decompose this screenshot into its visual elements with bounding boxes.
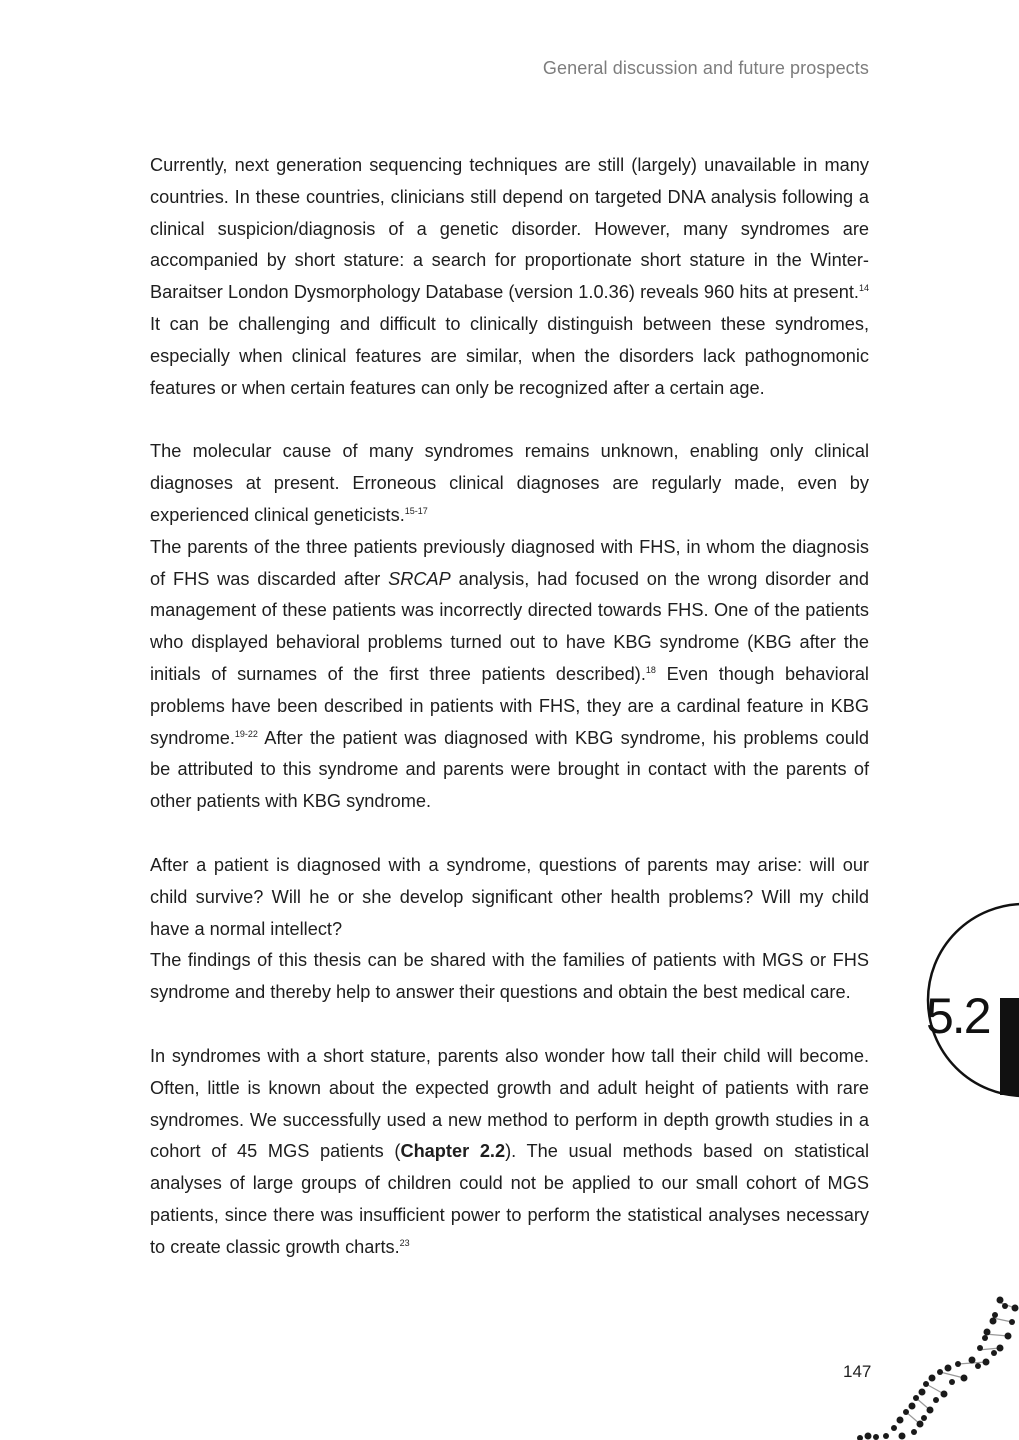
- paragraph-text: The molecular cause of many syndromes remains unknown, enabling only clinical diagnoses at present. Erroneous clinical diagnoses are regularly made, even by experienced clinical geneticists.: [150, 441, 869, 525]
- paragraph-text: Even though behavioral problems have been described in patients with FHS, they are a cardinal feature in KBG syndrome.: [150, 663, 869, 748]
- reference-superscript: 18: [645, 664, 656, 675]
- reference-superscript: 14: [858, 283, 869, 294]
- paragraph-text: ). The usual methods based on statistical analyses of large groups of children could not be applied to our small cohort of MGS patients, since there was insufficient power to perform the statistical analyses necessary to create classic growth charts.: [150, 1141, 869, 1257]
- reference-superscript: 19-22: [234, 728, 258, 739]
- paragraph-ngs: [150, 150, 869, 404]
- chapter-link[interactable]: Chapter 2.2: [400, 1141, 506, 1162]
- paragraph-text: It can be challenging and difficult to clinically distinguish between these syndromes, especially when clinical features are similar, when the disorders lack pathognomonic features or when certain features can only be recognized after a certain age.: [150, 313, 869, 398]
- paragraph-text: Currently, next generation sequencing techniques are still (largely) unavailable in many countries. In these countries, clinicians still depend on targeted DNA analysis following a clinical suspicion/diagnosis of a genetic disorder. However, many syndromes are accompanied by short stature: a search for proportionate short stature in the Winter-Baraitser London Dysmorphology Database (version 1.0.36) reveals 960 hits at present.: [150, 155, 869, 303]
- gene-name: SRCAP: [388, 568, 451, 589]
- chapter-tab-bar: [1000, 998, 1019, 1095]
- paragraph-molecular-cause: [150, 436, 869, 531]
- main-text: [150, 150, 869, 1264]
- paragraph-text: In syndromes with a short stature, parents also wonder how tall their child will become. Often, little is known about the expected growth and adult height of patients with rare syndromes. We successfully used a new method to perform in depth growth studies in a cohort of 45 MGS patients (: [150, 1045, 869, 1162]
- paragraph-growth: [150, 1041, 869, 1264]
- chapter-tab: [900, 900, 1019, 1100]
- reference-superscript: 15-17: [404, 505, 428, 516]
- paragraph-text: The parents of the three patients previously diagnosed with FHS, in whom the diagnosis of FHS was discarded after: [150, 536, 869, 589]
- paragraph-parent-questions: After a patient is diagnosed with a syndrome, questions of parents may arise: will our child survive? Will he or she develop significant other health problems? Will my child have a normal intellect?: [150, 854, 869, 939]
- reference-superscript: 23: [399, 1237, 410, 1248]
- dna-helix-illustration: [840, 1290, 1019, 1440]
- paragraph-text: analysis, had focused on the wrong disorder and management of these patients was incorrectly directed towards FHS. One of the patients who displayed behavioral problems turned out to have KBG syndrome (KBG after the initials of surnames of the first three patients described).: [150, 568, 869, 684]
- page-number: 147: [843, 1362, 872, 1381]
- paragraph-thesis-findings: The findings of this thesis can be shared with the families of patients with MGS or FHS syndrome and thereby help to answer their questions and obtain the best medical care.: [150, 950, 869, 1003]
- paragraph-fhs-patients: [150, 532, 869, 818]
- chapter-number: 5.2: [926, 988, 990, 1044]
- running-header: General discussion and future prospects: [542, 58, 869, 78]
- paragraph-text: After the patient was diagnosed with KBG syndrome, his problems could be attributed to this syndrome and parents were brought in contact with the parents of other patients with KBG syndrome.: [150, 727, 869, 812]
